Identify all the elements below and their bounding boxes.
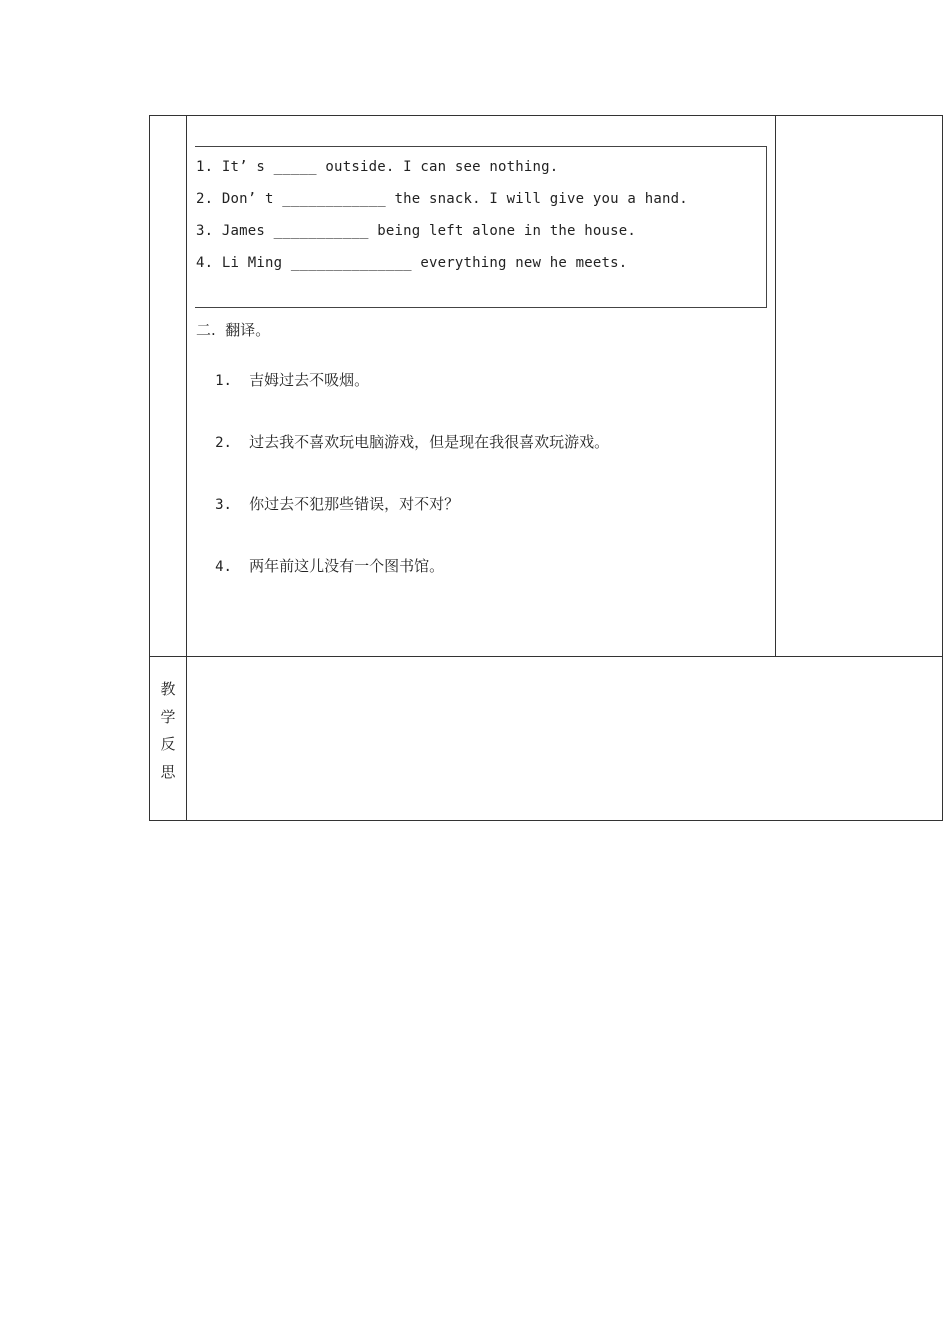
translation-number: 2. [215, 435, 232, 451]
translation-item-2 [196, 413, 609, 470]
blank-question-1: 1. It’ s _____ outside. I can see nothing. [196, 159, 559, 175]
blank-question-2: 2. Don’ t ____________ the snack. I will give you a hand. [196, 191, 688, 207]
translation-text: 过去我不喜欢玩电脑游戏，但是现在我很喜欢玩游戏。 [249, 433, 610, 451]
translation-number: 3. [215, 497, 232, 513]
teaching-reflection-label [150, 676, 186, 786]
table-bottom-border [149, 820, 943, 821]
translation-text: 两年前这儿没有一个图书馆。 [249, 557, 445, 575]
translation-item-3 [196, 475, 459, 532]
translation-text: 你过去不犯那些错误，对不对？ [249, 495, 460, 513]
label-char: 学 [160, 707, 176, 726]
translation-heading: 二. 翻译。 [196, 321, 271, 339]
table-top-border [149, 115, 943, 116]
teaching-reflection-area[interactable] [187, 657, 942, 820]
translation-item-1 [196, 351, 369, 408]
translation-text: 吉姆过去不吸烟。 [249, 371, 370, 389]
table-right-border [942, 115, 943, 821]
translation-item-4 [196, 537, 444, 594]
translation-number: 1. [215, 373, 232, 389]
blank-question-3: 3. James ___________ being left alone in the house. [196, 223, 637, 239]
translation-number: 4. [215, 559, 232, 575]
label-char: 思 [160, 762, 176, 781]
label-char: 教 [160, 680, 176, 698]
table-right-column-divider [775, 115, 776, 657]
label-char: 反 [160, 735, 176, 753]
blank-question-4: 4. Li Ming ______________ everything new he meets. [196, 255, 628, 271]
